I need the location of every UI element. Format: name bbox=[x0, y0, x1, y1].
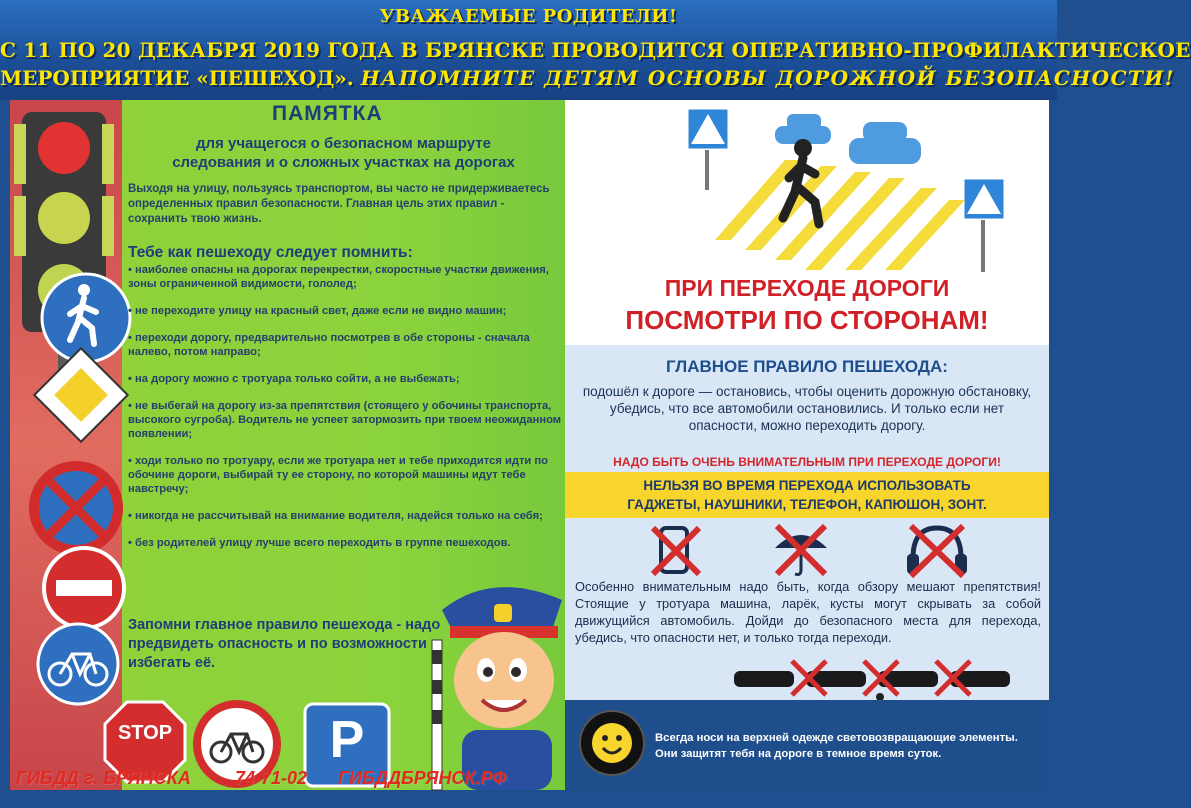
header-event-line-2 bbox=[0, 66, 1176, 90]
no-phone-icon bbox=[653, 528, 699, 574]
footer-contacts bbox=[10, 768, 565, 790]
crossing-illustration bbox=[565, 100, 1049, 275]
list-item: • ходи только по тротуару, если же тротуара нет и тебе приходится идти по обочине дороги, выбирай ту ее сторону, по которой машины идут тебе навстречу; bbox=[128, 454, 564, 496]
header-event-line: С 11 ПО 20 ДЕКАБРЯ 2019 ГОДА В БРЯНСКЕ ПРОВОДИТСЯ ОПЕРАТИВНО-ПРОФИЛАКТИЧЕСКОЕ bbox=[0, 38, 1191, 62]
footer-site[interactable]: ГИБДДБРЯНСК.РФ bbox=[338, 768, 507, 788]
main-road-sign-icon bbox=[34, 348, 127, 441]
car-icon bbox=[849, 122, 921, 164]
header-event-name: МЕРОПРИЯТИЕ «ПЕШЕХОД». bbox=[0, 66, 354, 90]
footer-phone: 74-71-02 bbox=[235, 768, 308, 788]
main-rule-title: ГЛАВНОЕ ПРАВИЛО ПЕШЕХОДА: bbox=[666, 357, 948, 376]
no-umbrella-icon bbox=[775, 526, 827, 575]
list-item: • не переходите улицу на красный свет, даже если не видно машин; bbox=[128, 304, 564, 318]
prohibited-items bbox=[565, 518, 1049, 580]
police-boy-illustration bbox=[422, 570, 582, 790]
footer-org: ГИБДД г. БРЯНСКА bbox=[16, 768, 191, 788]
signs-illustration bbox=[10, 100, 122, 790]
zebra-crossing bbox=[715, 160, 965, 270]
memo-rules-list bbox=[128, 263, 564, 563]
pedestrian-zone-sign-icon bbox=[42, 274, 130, 362]
header-banner bbox=[0, 0, 1191, 100]
no-headphones-icon bbox=[907, 526, 967, 576]
crossing-warning-line-2: ПОСМОТРИ ПО СТОРОНАМ! bbox=[625, 305, 989, 335]
list-item: • без родителей улицу лучше всего переходить в группе пешеходов. bbox=[128, 536, 564, 550]
memo-text bbox=[122, 100, 565, 790]
no-stopping-sign-icon bbox=[34, 466, 118, 550]
crossing-warning-line-1: ПРИ ПЕРЕХОДЕ ДОРОГИ bbox=[664, 275, 950, 301]
main-rule-text: подошёл к дороге — остановись, чтобы оценить дорожную обстановку, убедись, что все автомобили остановились. И только если нет опасности, можно переходить дорогу. bbox=[582, 384, 1032, 433]
memo-panel bbox=[10, 100, 565, 790]
memo-intro: Выходя на улицу, пользуясь транспортом, вы часто не придерживаетесь определенных правил безопасности. Главная цель этих правил - сохранить твою жизнь. bbox=[128, 183, 550, 225]
reflector-smiley-icon bbox=[577, 708, 647, 778]
memo-final-rule: Запомни главное правило пешехода - надо предвидеть опасность и по возможности избегать её. bbox=[128, 617, 441, 671]
gadgets-warning bbox=[565, 472, 1049, 518]
memo-subtitle-line-1: для учащегося о безопасном маршруте bbox=[196, 135, 491, 152]
attention-warning: НАДО БЫТЬ ОЧЕНЬ ВНИМАТЕЛЬНЫМ ПРИ ПЕРЕХОДЕ ДОРОГИ! bbox=[613, 455, 1001, 469]
parking-sign-label: P bbox=[329, 711, 365, 769]
gadgets-warning-line-1: НЕЛЬЗЯ ВО ВРЕМЯ ПЕРЕХОДА ИСПОЛЬЗОВАТЬ bbox=[643, 478, 971, 493]
road-signs-column bbox=[10, 100, 122, 790]
memo-subtitle-line-2: следования и о сложных участках на дорогах bbox=[172, 154, 515, 171]
list-item: • переходи дорогу, предварительно посмотрев в обе стороны - сначала налево, потом направо; bbox=[128, 331, 564, 359]
list-item: • наиболее опасны на дорогах перекрестки, скоростные участки движения, зоны ограниченной видимости, гололед; bbox=[128, 263, 564, 291]
list-item: • не выбегай на дорогу из-за препятствия (стоящего у обочины транспорта, высокого сугроба). Водитель не успеет затормозить при твоем неожиданном появлении; bbox=[128, 399, 564, 441]
crosswalk-sign-icon bbox=[687, 108, 729, 190]
stop-sign-label: STOP bbox=[117, 722, 173, 744]
obstacles-warning: Особенно внимательным надо быть, когда обзору мешают препятствия! Стоящие у тротуара машина, ларёк, кусты могут скрывать за собой движущийся автомобиль. Дойди до безопасного места для перехода, убедись, что опасности нет, и только тогда переходи. bbox=[575, 579, 1041, 645]
list-item: • на дорогу можно с тротуара только сойти, а не выбежать; bbox=[128, 372, 564, 386]
header-reminder: НАПОМНИТЕ ДЕТЯМ ОСНОВЫ ДОРОЖНОЙ БЕЗОПАСНОСТИ! bbox=[360, 66, 1176, 90]
header-greeting: УВАЖАЕМЫЕ РОДИТЕЛИ! bbox=[379, 6, 678, 27]
no-entry-sign-icon bbox=[44, 548, 124, 628]
list-item: • никогда не рассчитывай на внимание водителя, надейся только на себя; bbox=[128, 509, 564, 523]
reflector-advice: Всегда носи на верхней одежде световозвращающие элементы. Они защитят тебя на дороге в темное время суток. bbox=[655, 732, 1018, 760]
bicycle-path-sign-icon bbox=[38, 624, 118, 704]
crosswalk-sign-icon bbox=[963, 178, 1005, 272]
safety-panel bbox=[565, 100, 1049, 790]
memo-title: ПАМЯТКА bbox=[272, 102, 383, 125]
gadgets-warning-line-2: ГАДЖЕТЫ, НАУШНИКИ, ТЕЛЕФОН, КАПЮШОН, ЗОНТ. bbox=[627, 497, 987, 512]
memo-heading: Тебе как пешеходу следует помнить: bbox=[128, 244, 413, 261]
memo-subtitle bbox=[122, 134, 565, 172]
